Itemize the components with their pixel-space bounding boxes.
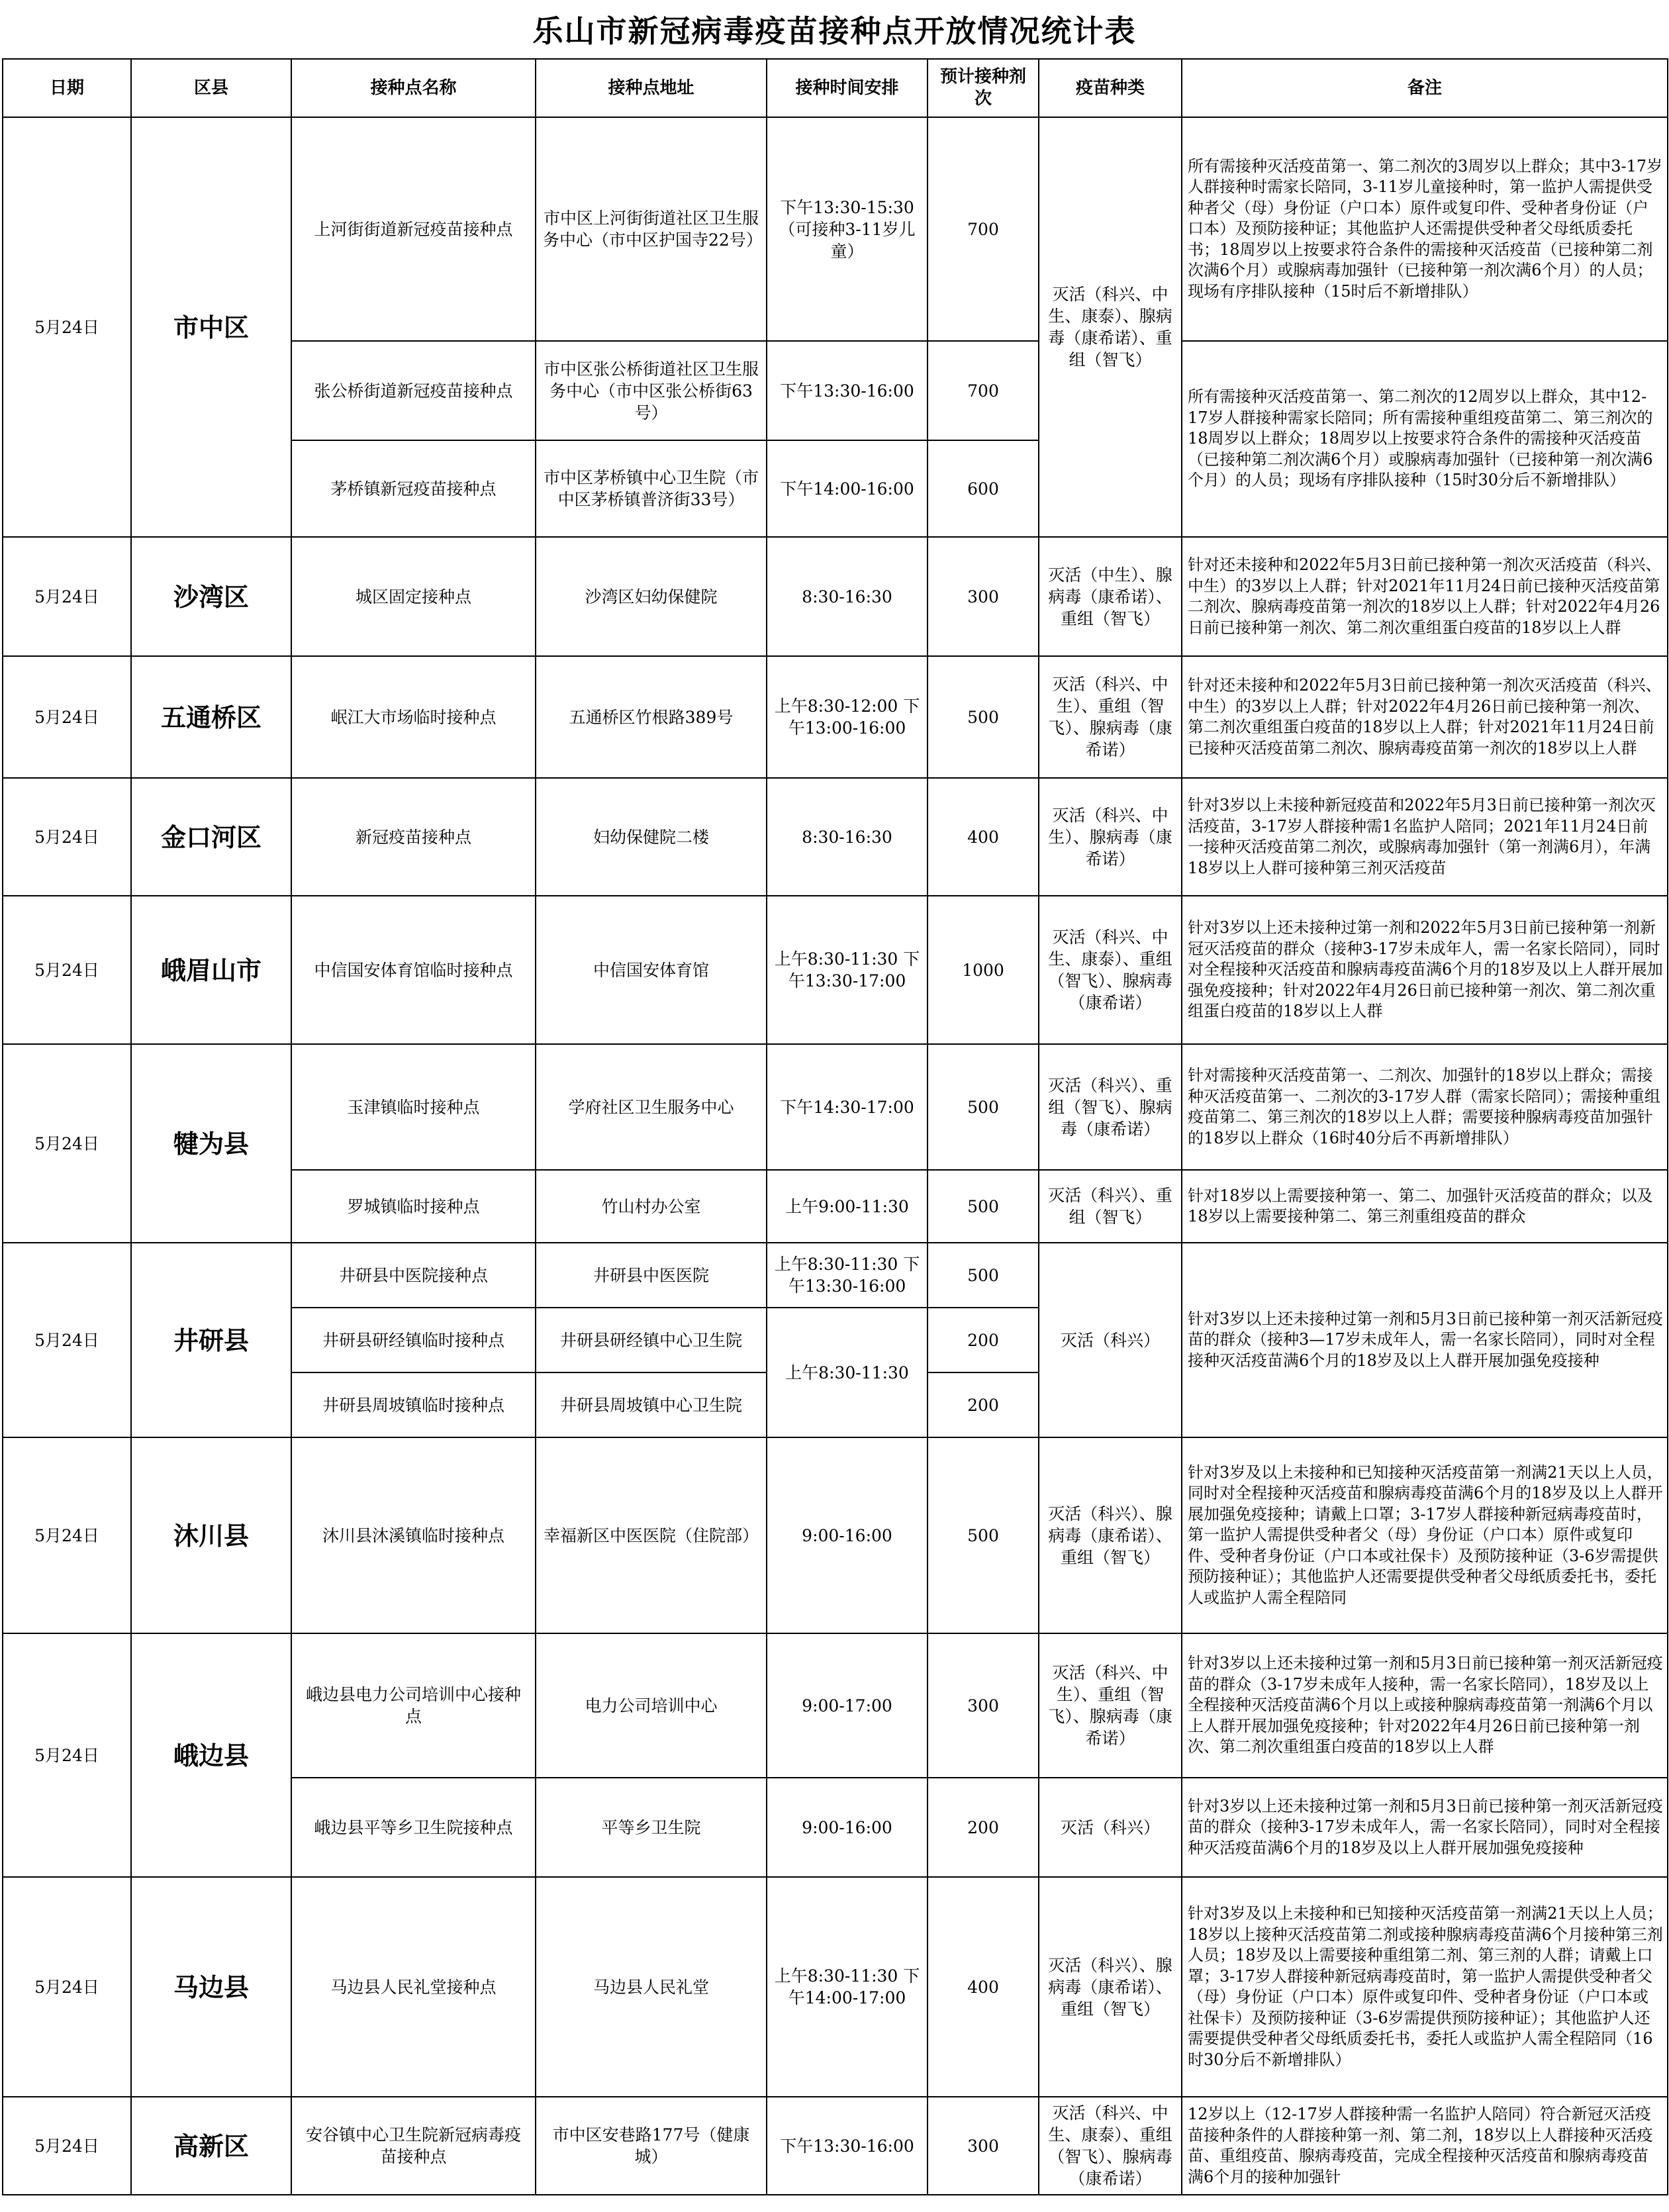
district-cell: 峨边县 [131,1633,291,1877]
doses-cell: 600 [928,440,1039,537]
doses-cell: 500 [928,1170,1039,1243]
table-row [3,656,1668,778]
remarks-cell: 针对3岁以上还未接种过第一剂和2022年5月3日前已接种第一剂新冠灭活疫苗的群众（接种3-17岁未成年人，需一名家长陪同），同时对全程接种灭活疫苗和腺病毒疫苗满6个月的18岁及以上人群开展加强免疫接种；针对2022年4月26日前已接种第一剂次、第二剂次重组蛋白疫苗的18岁以上人群 [1182,896,1668,1044]
vaccine-type-cell: 灭活（科兴、中生）、重组（智飞）、腺病毒（康希诺） [1039,656,1182,778]
table-row [3,1044,1668,1170]
doses-cell: 700 [928,341,1039,440]
site-name-cell: 峨边县电力公司培训中心接种点 [291,1633,536,1778]
remarks-cell: 所有需接种灭活疫苗第一、第二剂次的12周岁以上群众，其中12-17岁人群接种需家长陪同；所有需接种重组疫苗第二、第三剂次的18周岁以上群众；18周岁以上按要求符合条件的需接种灭活疫苗（已接种第二剂次满6个月）或腺病毒加强针（已接种第一剂次满6个月）的人员；现场有序排队接种（15时30分后不新增排队） [1182,341,1668,537]
date-cell: 5月24日 [3,1877,131,2097]
date-cell: 5月24日 [3,656,131,778]
district-cell: 高新区 [131,2097,291,2195]
doses-cell: 400 [928,778,1039,896]
site-address-cell: 妇幼保健院二楼 [536,778,767,896]
vaccine-type-cell: 灭活（中生）、腺病毒（康希诺）、重组（智飞） [1039,537,1182,656]
doses-cell: 700 [928,117,1039,341]
table-row [3,117,1668,341]
doses-cell: 300 [928,2097,1039,2195]
doses-cell: 200 [928,1308,1039,1372]
remarks-cell: 针对3岁以上还未接种过第一剂和5月3日前已接种第一剂灭活新冠疫苗的群众（接种3—17岁未成年人，需一名家长陪同），同时对全程接种灭活疫苗满6个月的18岁及以上人群开展加强免疫接种 [1182,1243,1668,1437]
site-name-cell: 罗城镇临时接种点 [291,1170,536,1243]
site-name-cell: 峨边县平等乡卫生院接种点 [291,1778,536,1877]
site-address-cell: 沙湾区妇幼保健院 [536,537,767,656]
site-name-cell: 井研县周坡镇临时接种点 [291,1372,536,1437]
site-name-cell: 玉津镇临时接种点 [291,1044,536,1170]
doses-cell: 500 [928,1243,1039,1308]
site-address-cell: 学府社区卫生服务中心 [536,1044,767,1170]
doses-cell: 300 [928,537,1039,656]
vaccine-type-cell: 灭活（科兴）、重组（智飞） [1039,1170,1182,1243]
time-cell: 上午9:00-11:30 [767,1170,928,1243]
time-cell: 下午14:30-17:00 [767,1044,928,1170]
vaccine-type-cell: 灭活（科兴、中生）、重组（智飞）、腺病毒（康希诺） [1039,1633,1182,1778]
header-remarks: 备注 [1182,59,1668,117]
header-vaccine-type: 疫苗种类 [1039,59,1182,117]
remarks-cell: 针对3岁及以上未接种和已知接种灭活疫苗第一剂满21天以上人员，同时对全程接种灭活疫苗和腺病毒疫苗满6个月的18岁及以上人群开展加强免疫接种；请戴上口罩；3-17岁人群接种新冠病毒疫苗时，第一监护人需提供受种者父（母）身份证（户口本）原件或复印件、受种者身份证（户口本或社保卡）及预防接种证（3-6岁需提供预防接种证）；其他监护人还需要提供受种者父母纸质委托书，委托人或监护人需全程陪同 [1182,1437,1668,1633]
vaccine-type-cell: 灭活（科兴）、腺病毒（康希诺）、重组（智飞） [1039,1877,1182,2097]
site-address-cell: 马边县人民礼堂 [536,1877,767,2097]
date-cell: 5月24日 [3,778,131,896]
doses-cell: 200 [928,1372,1039,1437]
table-row [3,1437,1668,1633]
date-cell: 5月24日 [3,1044,131,1243]
time-cell: 下午13:30-16:00 [767,341,928,440]
doses-cell: 400 [928,1877,1039,2097]
header-doses: 预计接种剂次 [928,59,1039,117]
remarks-cell: 针对3岁以上还未接种过第一剂和5月3日前已接种第一剂灭活新冠疫苗的群众（3-17岁未成年人接种，需一名家长陪同），18岁及以上全程接种灭活疫苗满6个月以上或接种腺病毒疫苗第一剂满6个月以上人群开展加强免疫接种；针对2022年4月26日前已接种第一剂次、第二剂次重组蛋白疫苗的18岁以上人群 [1182,1633,1668,1778]
date-cell: 5月24日 [3,1243,131,1437]
district-cell: 马边县 [131,1877,291,2097]
district-cell: 金口河区 [131,778,291,896]
remarks-cell: 所有需接种灭活疫苗第一、第二剂次的3周岁以上群众；其中3-17岁人群接种时需家长陪同，3-11岁儿童接种时，第一监护人需提供受种者父（母）身份证（户口本）原件或复印件、受种者身份证（户口本）及预防接种证；其他监护人还需提供受种者父母纸质委托书；18周岁以上按要求符合条件的需接种灭活疫苗（已接种第二剂次满6个月）或腺病毒加强针（已接种第一剂次满6个月）的人员；现场有序排队接种（15时后不新增排队） [1182,117,1668,341]
time-cell: 8:30-16:30 [767,537,928,656]
remarks-cell: 针对需接种灭活疫苗第一、二剂次、加强针的18岁以上群众；需接种灭活疫苗第一、二剂次的3-17岁人群（需家长陪同）；需接种重组疫苗第二、第三剂次的18岁以上人群；需要接种腺病毒疫苗加强针的18岁以上群众（16时40分后不再新增排队） [1182,1044,1668,1170]
time-cell: 下午14:00-16:00 [767,440,928,537]
site-name-cell: 岷江大市场临时接种点 [291,656,536,778]
date-cell: 5月24日 [3,1633,131,1877]
district-cell: 沐川县 [131,1437,291,1633]
date-cell: 5月24日 [3,2097,131,2195]
vaccine-type-cell: 灭活（科兴、中生、康泰）、腺病毒（康希诺）、重组（智飞） [1039,117,1182,537]
table-row [3,1243,1668,1308]
remarks-cell: 针对还未接种和2022年5月3日前已接种第一剂次灭活疫苗（科兴、中生）的3岁以上人群；针对2022年4月26日前已接种第一剂次、第二剂次重组蛋白疫苗的18岁以上人群；针对2021年11月24日前已接种灭活疫苗第二剂次、腺病毒疫苗第一剂次的18岁以上人群 [1182,656,1668,778]
site-name-cell: 茅桥镇新冠疫苗接种点 [291,440,536,537]
site-name-cell: 马边县人民礼堂接种点 [291,1877,536,2097]
time-cell: 上午8:30-11:30 下午14:00-17:00 [767,1877,928,2097]
site-address-cell: 五通桥区竹根路389号 [536,656,767,778]
site-name-cell: 沐川县沐溪镇临时接种点 [291,1437,536,1633]
header-site-address: 接种点地址 [536,59,767,117]
site-address-cell: 市中区张公桥街道社区卫生服务中心（市中区张公桥街63号） [536,341,767,440]
vaccine-type-cell: 灭活（科兴） [1039,1778,1182,1877]
district-cell: 市中区 [131,117,291,537]
vaccine-type-cell: 灭活（科兴） [1039,1243,1182,1437]
site-name-cell: 上河街街道新冠疫苗接种点 [291,117,536,341]
table-header-row [3,59,1668,117]
site-name-cell: 井研县中医院接种点 [291,1243,536,1308]
page-title: 乐山市新冠病毒疫苗接种点开放情况统计表 [532,13,1137,49]
site-name-cell: 张公桥街道新冠疫苗接种点 [291,341,536,440]
table-row [3,778,1668,896]
time-cell: 下午13:30-16:00 [767,2097,928,2195]
doses-cell: 500 [928,656,1039,778]
date-cell: 5月24日 [3,117,131,537]
site-name-cell: 城区固定接种点 [291,537,536,656]
header-site-name: 接种点名称 [291,59,536,117]
table-row [3,1633,1668,1778]
table-row [3,1877,1668,2097]
site-address-cell: 市中区上河街街道社区卫生服务中心（市中区护国寺22号） [536,117,767,341]
site-name-cell: 新冠疫苗接种点 [291,778,536,896]
district-cell: 五通桥区 [131,656,291,778]
time-cell: 上午8:30-12:00 下午13:00-16:00 [767,656,928,778]
time-cell: 上午8:30-11:30 下午13:30-16:00 [767,1243,928,1308]
doses-cell: 200 [928,1778,1039,1877]
district-cell: 峨眉山市 [131,896,291,1044]
district-cell: 井研县 [131,1243,291,1437]
site-name-cell: 井研县研经镇临时接种点 [291,1308,536,1372]
date-cell: 5月24日 [3,537,131,656]
table-row [3,2097,1668,2195]
site-address-cell: 井研县周坡镇中心卫生院 [536,1372,767,1437]
site-address-cell: 竹山村办公室 [536,1170,767,1243]
time-cell: 上午8:30-11:30 [767,1308,928,1437]
district-cell: 犍为县 [131,1044,291,1243]
site-address-cell: 井研县研经镇中心卫生院 [536,1308,767,1372]
time-cell: 下午13:30-15:30（可接种3-11岁儿童） [767,117,928,341]
time-cell: 8:30-16:30 [767,778,928,896]
site-address-cell: 幸福新区中医医院（住院部） [536,1437,767,1633]
site-address-cell: 市中区安巷路177号（健康城） [536,2097,767,2195]
site-address-cell: 平等乡卫生院 [536,1778,767,1877]
doses-cell: 500 [928,1044,1039,1170]
remarks-cell: 12岁以上（12-17岁人群接种需一名监护人陪同）符合新冠灭活疫苗接种条件的人群接种第一剂、第二剂，18岁以上人群接种灭活疫苗、重组疫苗、腺病毒疫苗，完成全程接种灭活疫苗和腺病毒疫苗满6个月的接种加强针 [1182,2097,1668,2195]
doses-cell: 300 [928,1633,1039,1778]
site-name-cell: 安谷镇中心卫生院新冠病毒疫苗接种点 [291,2097,536,2195]
table-row [3,537,1668,656]
time-cell: 9:00-17:00 [767,1633,928,1778]
remarks-cell: 针对3岁以上未接种新冠疫苗和2022年5月3日前已接种第一剂次灭活疫苗，3-17岁人群接种需1名监护人陪同；2021年11月24日前一接种灭活疫苗第二剂次，或腺病毒加强针（第一剂满6月），年满18岁以上人群可接种第三剂灭活疫苗 [1182,778,1668,896]
time-cell: 9:00-16:00 [767,1437,928,1633]
doses-cell: 1000 [928,896,1039,1044]
vaccine-type-cell: 灭活（科兴）、腺病毒（康希诺）、重组（智飞） [1039,1437,1182,1633]
remarks-cell: 针对3岁以上还未接种过第一剂和5月3日前已接种第一剂灭活新冠疫苗的群众（接种3-17岁未成年人，需一名家长陪同），同时对全程接种灭活疫苗满6个月的18岁及以上人群开展加强免疫接种 [1182,1778,1668,1877]
table-row [3,896,1668,1044]
vaccine-type-cell: 灭活（科兴、中生、康泰）、重组（智飞）、腺病毒（康希诺） [1039,2097,1182,2195]
district-cell: 沙湾区 [131,537,291,656]
site-address-cell: 电力公司培训中心 [536,1633,767,1778]
date-cell: 5月24日 [3,1437,131,1633]
vaccination-sites-table [2,58,1668,2195]
vaccine-type-cell: 灭活（科兴、中生）、腺病毒（康希诺） [1039,778,1182,896]
header-time: 接种时间安排 [767,59,928,117]
site-name-cell: 中信国安体育馆临时接种点 [291,896,536,1044]
remarks-cell: 针对还未接种和2022年5月3日前已接种第一剂次灭活疫苗（科兴、中生）的3岁以上人群；针对2021年11月24日前已接种灭活疫苗第二剂次、腺病毒疫苗第一剂次的18岁以上人群；针对2022年4月26日前已接种第一剂次、第二剂次重组蛋白疫苗的18岁以上人群 [1182,537,1668,656]
site-address-cell: 井研县中医医院 [536,1243,767,1308]
vaccine-type-cell: 灭活（科兴、中生、康泰）、重组（智飞）、腺病毒（康希诺） [1039,896,1182,1044]
time-cell: 9:00-16:00 [767,1778,928,1877]
remarks-cell: 针对3岁及以上未接种和已知接种灭活疫苗第一剂满21天以上人员；18岁以上接种灭活疫苗第二剂或接种腺病毒疫苗满6个月接种第三剂人员；18岁及以上需要接种重组第二剂、第三剂的人群；请戴上口罩；3-17岁人群接种新冠病毒疫苗时，第一监护人需提供受种者父（母）身份证（户口本）原件或复印件、受种者身份证（户口本或社保卡）及预防接种证（3-6岁需提供预防接种证）；其他监护人还需要提供受种者父母纸质委托书，委托人或监护人需全程陪同（16时30分后不新增排队） [1182,1877,1668,2097]
header-district: 区县 [131,59,291,117]
doses-cell: 500 [928,1437,1039,1633]
time-cell: 上午8:30-11:30 下午13:30-17:00 [767,896,928,1044]
site-address-cell: 中信国安体育馆 [536,896,767,1044]
site-address-cell: 市中区茅桥镇中心卫生院（市中区茅桥镇普济街33号） [536,440,767,537]
vaccine-type-cell: 灭活（科兴）、重组（智飞）、腺病毒（康希诺） [1039,1044,1182,1170]
date-cell: 5月24日 [3,896,131,1044]
remarks-cell: 针对18岁以上需要接种第一、第二、加强针灭活疫苗的群众；以及18岁以上需要接种第二、第三剂重组疫苗的群众 [1182,1170,1668,1243]
header-date: 日期 [3,59,131,117]
